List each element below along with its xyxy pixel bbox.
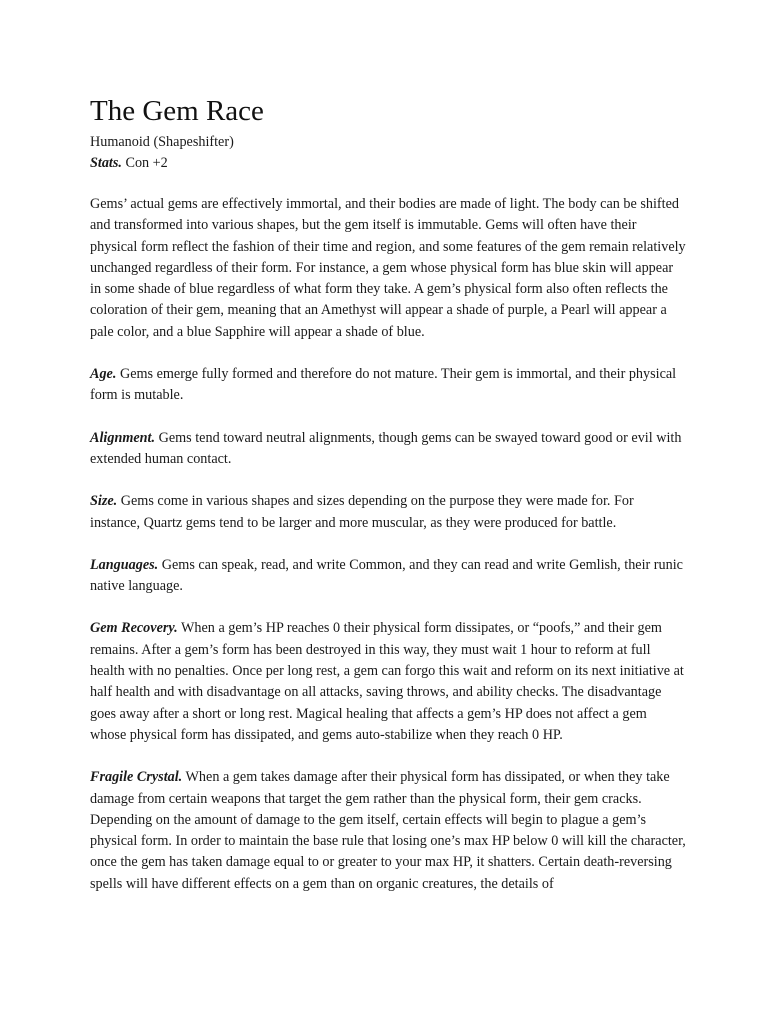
section-title: Gem Recovery. xyxy=(90,620,178,637)
stats-line xyxy=(90,153,686,174)
section-age xyxy=(90,364,686,407)
section-gem-recovery xyxy=(90,618,686,746)
stats-label: Stats. xyxy=(90,155,122,171)
section-text: Gems can speak, read, and write Common, and they can read and write Gemlish, their runic native language. xyxy=(90,556,683,595)
document-page xyxy=(90,92,686,895)
section-text: When a gem’s HP reaches 0 their physical form dissipates, or “poofs,” and their gem remains. After a gem’s form has been destroyed in this way, they must wait 1 hour to reform at full health with no penalties. Once per long rest, a gem can forgo this wait and reform on its next initiative at half health and with disadvantage on all attacks, saving throws, and ability checks. The disadvantage goes away after a short or long rest. Magical healing that affects a gem’s HP does not affect a gem whose physical form has dissipated, and gems auto-stabilize when they reach 0 HP. xyxy=(90,620,684,743)
section-alignment xyxy=(90,428,686,471)
section-title: Fragile Crystal. xyxy=(90,769,183,786)
section-title: Age. xyxy=(90,366,117,383)
intro-paragraph: Gems’ actual gems are effectively immortal, and their bodies are made of light. The body can be shifted and transformed into various shapes, but the gem itself is immutable. Gems will often have their physical form reflect the fashion of their time and region, and some features of the gem remain relatively unchanged regardless of their form. For instance, a gem whose physical form has blue skin will appear in some shade of blue regardless of what form they take. A gem’s physical form also often reflects the coloration of their gem, meaning that an Amethyst will appear a shade of purple, a Pearl will appear a pale color, and a blue Sapphire will appear a shade of blue. xyxy=(90,196,686,340)
page-title: The Gem Race xyxy=(90,95,264,127)
section-title: Languages. xyxy=(90,556,159,573)
section-text: Gems emerge fully formed and therefore do not mature. Their gem is immortal, and their physical form is mutable. xyxy=(90,366,677,404)
section-text: Gems tend toward neutral alignments, though gems can be swayed toward good or evil with extended human contact. xyxy=(90,429,682,467)
section-size xyxy=(90,491,686,534)
section-languages xyxy=(90,555,686,598)
stats-value: Con +2 xyxy=(125,155,168,171)
creature-type: Humanoid (Shapeshifter) xyxy=(90,134,234,150)
section-text: Gems come in various shapes and sizes depending on the purpose they were made for. For instance, Quartz gems tend to be larger and more muscular, as they were produced for battle. xyxy=(90,493,634,531)
section-title: Alignment. xyxy=(90,429,156,446)
section-text: When a gem takes damage after their physical form has dissipated, or when they take damage from certain weapons that target the gem rather than the physical form, their gem cracks. Depending on the amount of damage to the gem itself, certain effects will begin to plague a gem’s physical form. In order to maintain the base rule that losing one’s max HP below 0 will kill the character, once the gem has taken damage equal to or greater to your max HP, it shatters. Certain death-reversing spells will have different effects on a gem than on organic creatures, the details of xyxy=(90,769,686,892)
section-fragile-crystal xyxy=(90,767,686,895)
section-title: Size. xyxy=(90,493,118,510)
